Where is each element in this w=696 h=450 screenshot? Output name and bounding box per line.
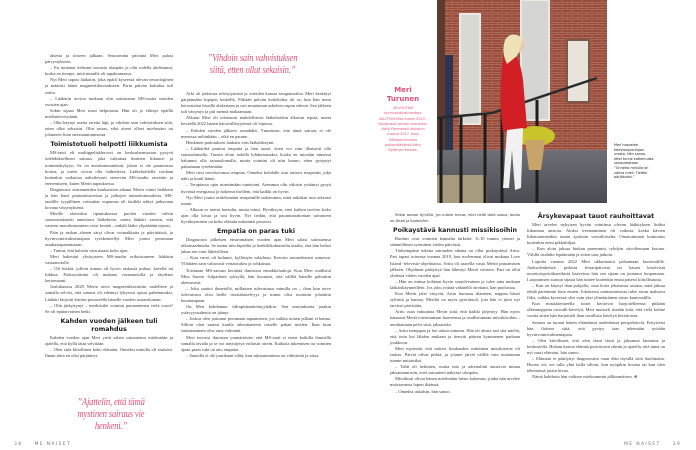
body-paragraph: Meri toivoisi ihmisten ymmärtävän, että MS-tauti ei etene kaikilla ihmisillä samalla tavalla ja se voi näyttäytyä erilaisin oirein. Kaikista tukemisen tai voimien ajaan paras tuki on aito empatia. (181, 334, 331, 352)
body-paragraph: – Kahden vuoden jälkeen romahdin. Ymmärsin, että tämä sairaus ei ole menossa mihinkään – eikä en parane. (181, 127, 331, 139)
body-paragraph: Henkinen pudotuksen laukaisi eräs lääkärikäynti. (186, 139, 275, 145)
body-paragraph: Rutiinit ovat voimien kannalta tärkeitä: 8–10 tunnin yöunet ja säännöllinen syöminen viiden päivässä. (390, 236, 520, 248)
portrait-photo (437, 0, 607, 203)
body-paragraph: – Olin järkyttynyt – merkitsikö vointini paraneminen vielä vuosi? Se oli epätoivoinen hetki. (45, 302, 173, 314)
body-paragraph: – Tahti oli hektinen, mutta into ja adrenaliini auttoivat minua jaksamaan niin, ettei sairauteni näkynyt ulospäin. (390, 364, 520, 376)
body-paragraph: – Oli hetkiä, jolloin minun oli hyvin raskasta puhua, kävellä tai liikkua. Poikaystäväni oli mukana vastaanotolla ja täydensi kertomaani. (45, 266, 173, 284)
page-number: 39 (672, 442, 682, 447)
body-paragraph: Nyt Meri joutui erittelemään terapeutille tarkemmin, mitä mikäkin asia oikeasti tuntui. (181, 194, 331, 206)
right-column-2 (527, 210, 665, 380)
body-paragraph: Nämä kahdesta hän valitsee mieluummin jälkimmäisen. ⊕ (532, 374, 638, 380)
body-paragraph: – Hän on minua kohtaan hyvin suojelevainen ja tulee aina mukaan lääkärikäynneilleni. Jos joku yrittää vähätellä oireitani, hän puolustaa. (390, 278, 520, 290)
body-paragraph: Diagnoosin jälkeisen ensimmäisen vuoden ajan Meri salasi sairautensa ulkomaailmalta. Se tuntui niin kipeältä ja henkilökohtaiselta asialta, että hän halusi jakaa sen vain läheisilleen. (181, 237, 331, 255)
body-paragraph: – Onneksi uskalsin, hän sanoo. (395, 388, 451, 394)
body-paragraph: MS-tauti eli multippeliskleroosi on keskushermoston pysyvä tulehduksellinen sairaus, joka vaikuttaa ihmisen liikunta- ja toimintakykyyn. Se on autoimmuunitauti, johon ei ole parantavaa hoitoa, ja oireet voivat olla vaihtelevia. Lääkehoidolla voidaan kuitenkin vaikuttaa aaltoilevasti etenevän MS-taudin oireisiin ja etenemiseen, kuten Merin tapauksessa. (45, 150, 173, 186)
body-paragraph: Arttu osaa vakuuttaa Merin siitä, että kaikki järjestyy. Hän myös kannusti Meriä toteuttamaan haaveensa ja osallistumaan missikisoihin – unohtamaan pelot siitä, jaksaisiko. (390, 309, 520, 327)
body-paragraph: Meri myöntää, että mitteri kuukauden mittainen missikiertue oli raskas. Päivät olivat pitkiä, ja yöunet jäivät välillä vain muutaman tunnin mittaisiksi. (390, 345, 520, 364)
body-paragraph: Kun Merin jalat väsyvät, Arttu huomaa tilanteen, nappaa hänet syliinsä ja kantaa. Meriltä on myös pyörätuoli, jota hän ei juuri nyt tarvitse päivittäin. (390, 291, 520, 309)
section-heading: Ärsykevapaat tauot rauhoittavat (537, 213, 655, 220)
body-paragraph: Lopulta vuonna 2022 Meri ukkuitautui palaamaan kuntosalille. Juoksulenkeistä, pitkistä festaripäivistä tai kauan kestävistä moottoripyöräkaretkistä haaveissa hän sen sijaan on joutunut luopumaan. Luopumisen suruun sijasta hän tuntee kuitenkin ensisijaisesti kiitollisuutta. (527, 258, 665, 282)
body-paragraph: Alkuun Meri oli odottanut mahdollisesti lääkehoidon alkavan tepsiä, mutta keväällä 2022 hänen kärsivällisyytensä oli lopussa. (181, 115, 331, 127)
body-paragraph: Missikisat olivat hänen mielestään hieno kokemus, jonka hän arvelee muistavansa lopun ikäänsä. (390, 376, 520, 388)
body-paragraph: Arki oli jatkuvaa selviytymistä ja oireiden kanssa tasapainoilua. Meri keskittyi pärjäämään kipujen keskellä. Pitkään päivän kohokohta oli se, kun hän meni kerrostalon hissillä alakertaan ja osti muutaman askeleen rapun edessä. Sen jälkeen tuli väsymys ja piti mennä makaamaan. (181, 91, 331, 115)
left-column-2 (181, 91, 331, 359)
body-paragraph: Sekin tuntuu hyvältä, jos toinen toteaa, ettei tiedä mitä sanoa, mutta on läsnä ja kuuntelee. (390, 212, 520, 224)
section-heading: Poikaystävä kannusti missikisoihin (392, 227, 518, 235)
photo-caption: Meri haavelee televisiojuontajan urasta. Hän sanoo, ettei tunne katkeruutta sairaudestaan. ”Onneksi minulla on vahva mieli. Tiedän pärjääväni.” (614, 143, 654, 180)
body-paragraph: – Terapiassa opin nimeämään tunteitani. Aiemmin olin väkisin yrittänyt pysyä hyvässä energiassa ja hokenut itselleni, että kaikki on hyvin. (181, 182, 331, 194)
body-paragraph: Tärkeimpänä tukena sairauden aikana on ollut poikaystävä Arttu. Pari tapasi toisensa vuonna 2019, kun molemmat olivat mukana Love Island -televisio-ohjelmassa. Arttu oli saarella vasta Merin putoamisen jälkeen. Ohjelman päätyttyä hän lähestyi Meriä viestein. Pari on ollut yhdessä viiden vuoden ajan. (390, 248, 520, 278)
body-paragraph: – Olin käynyt useita oireita läpi, ja vihdoin sain vahvistuksen siitä, etten ollut sekaisin. Olin sairas, eikä oireet olleet mielessäni tai johtuneet liian stressaantumisesta. (45, 120, 173, 138)
page-number: 38 (14, 442, 23, 447)
body-paragraph: Kun missikiertueella toiset kertoivat harjoitelleensa pitkään olkeanoppista catwalk-kävelyä, Meri muisteli itseään siitä, että vielä kolme vuotta sitten hän harjoitteli ihan tavallista kävelyä kotioloissa. (527, 301, 665, 319)
body-paragraph: Nyt Meri tapasi lääkärin, joka epäili kyseessä olevan neurologinen ja määräsi hänet magneettikuvaukseen. Parin päivän kuluttua tuli soitto. (45, 77, 173, 95)
body-paragraph: – Alkuun se tuntui hassulta, mutta toimi. Hyväksyin, ettei kaiken tarvitse koko ajan olla kivaa ja tosi hyvin. Nyt tiedän, että parantumattoman sairauteni hyväksyminen on koko elämän mittainen prosessi. (181, 206, 331, 224)
profile-box (378, 86, 428, 154)
pull-quote-bottom: ”Ajattelin, että tämä mystinen sairaus vie henkeni.” (77, 396, 145, 432)
body-paragraph: Sairaus on tuonut hänen elämäänsä uudenlaista perspektiiviä. Erityisesti hän iloitsee siitä, että pystyy taas tekemään työtään hyvinvointivalmentajana. (527, 319, 665, 337)
section-heading: Empatia on paras tuki (216, 228, 296, 236)
profile-name: Meri Turunen (386, 86, 420, 103)
body-paragraph: Joulukuussa 2020 Merin aivot magneettikuvattiin uudelleen ja samalla selvisi, että sairaus oli edennyt lyhyessä ajassa pahemmaksi. Lääkäri kirjoitti kävien perusteella hänelle vuoden sairausloman. (45, 284, 173, 302)
body-paragraph: Merille aloitettiin tipautuksessa puolen vuoden välein suonensisäisesti annettava lääkehoito, mutta lääkäri varoitti, että vasteen muodostuminen voisi kestää – mikäli lääke ylipäätään tepsisi. (45, 211, 173, 229)
magazine-name: ME NAISET (34, 442, 72, 447)
body-paragraph: Päin ja niskan alueen säryt olivat voimakkaita ja päivittäisiä, ja hyvinvointivalmentajana työskennellyt Meri joutui perumaan asiakastapaamisiaan. (45, 229, 173, 247)
body-paragraph: – Kun aloin jaksaa hiukan paremmin, ryhdyin siivoilemaan kotona. Välillä istahdin lepäämään ja sitten taas jatkoin. (527, 246, 665, 258)
right-column-1 (390, 212, 520, 395)
body-paragraph: – Lääkärin arvion mukaan olin sairastanut MS-tautia useiden vuosien ajan. (45, 95, 173, 107)
profile-bio: 28-VUOTIAS hyvinvointivalmentaja. VALITTIIN Miss Suomi 2014 -kilpailussa yleisön suosikiksi. Voitti Fitnesmalli-kilpailun vuonna 2017. Asuu Hämeenlinnassa poikaystävänsä Arttu Nybergin kanssa. (378, 106, 428, 153)
body-paragraph: – En tuntenut kehoani navasta alaspäin ja olin todella ahdistunut, koska en tiennyt, mitä minulle oli tapahtumassa. (45, 65, 173, 77)
left-footer (14, 442, 71, 448)
body-paragraph: – Arttu tsemppaa ja luo uskoa minuun. Hän oli alusta asti sitä mieltä, että totta kai lähden mukaan ja tienytti pääsen kymmenen parhaan joukkoon. (390, 327, 520, 345)
body-paragraph: – Joskus olen joutunut perumaan tapaamisen, jos vaikka toinen jalkani ei kanna. Silloin olen saanut kuulla aiheuttaneeni toiselle pahan mielen. Ikan kuin sairastaminen olisi oma valintani. (181, 316, 331, 334)
body-paragraph: Meri tiesi tarvitsevansa terapiaa. Onneksi kohdalle osui taitava terapeutti, joka näki ja kuuli hänet. (181, 170, 331, 182)
body-paragraph: Meri hakeutui yksityiseen MS-taudin erikoistuneen lääkärin vastaanotolle. (45, 253, 173, 265)
body-paragraph: – Olen siitä kiitollinen koko elämäni. Onneksi minulla oli sisäsöni. Ilman niitä en olisi pärjännyt. (45, 347, 173, 359)
left-column-1 (45, 53, 173, 359)
body-paragraph: – Kun vuosi oli kulunut, kyllästyin salailuun. Kerroin sairaudestani somessa. Yllättäen sain valtavasti vertaistukea ja rohkaisua. (181, 255, 331, 267)
pull-quote-top: ”Vihdoin sain vahvistuksen siitä, etten ollut sekaisin.” (207, 52, 298, 76)
body-paragraph: Toisinaan MS-sairaus herättää ihmisissä ennakkoluuloja. Kun Meri osallistui Miss Suomi -kilpailuun syksyllä, hän huomasi, että väliltä hänelle puhuttiin alentuvasti. (181, 267, 331, 285)
body-paragraph: – Kun on käynyt ihan pohjalla, osaa iloita jokaisesta asiasta, mitä jaksaa tehdä paremmin kuin ennen. Jokaisesta onnistumisesta tulee aivan mahtava fiilis, vaikka kyseessä olisi vain yksi ylimääräinen toisto kuntosalilla. (527, 282, 665, 301)
magazine-name: ME NAISET (624, 442, 661, 447)
body-paragraph: – Sanoilla ei ole juurikaan väliä, kun suhtautuminen on välittävää ja aitoa. (186, 352, 320, 358)
body-paragraph: Meri arvelee nykyisen hyvän vointinsa olevan lääkityksen lisäksi liikunnan ansiota. Aluksi treenaaminen oli vaikeaa, koska kävien liikuttaminenkin tuntui ajoittain vaivalloiselta. Omatoiminen kuntoutus kuitenkin eteni pikkuhiljaa. (527, 222, 665, 246)
body-paragraph: – Lääkäriltä puuttui empatia ja hän sanoi, etten voi vain ilkaisesti olla sairauslomalla. Tunsin oloni todella lohduttomaksi, koska en missään nimessä halunnut olla sairauslomalla, mutta vointini oli niin huono, etten pystynyt palaamaan työelämään. (181, 145, 331, 170)
body-paragraph: Diagnoosia seuranneiden kuukausien aikana Merin vointi heikkeni ja hän kärsi puutumisoireista ja jalkojen tunnottomuudesta. MS-taudille tyypillinen voimakas uupumus eli fatiikki näkyi jatkuvana kovana väsymyksenä. (45, 186, 173, 211)
section-heading: Toimistotuoli helpotti liikkumista (50, 141, 168, 149)
body-paragraph: Sokin sijaan Meri tunsi helpotusta. Hän oli jo ehtinyt epäillä mielenterveyttään. (45, 107, 173, 119)
right-footer (624, 442, 681, 448)
body-paragraph: Kahden vuoden ajan Meri yritti salata sairautensa mielestään ja ajatella, että kyllä tästä selvitään. (45, 334, 173, 346)
body-paragraph: – Olen kiitollinen, että olen tässä tässä ja jaksamat lattautua ja keskustella. Haluan katsoa elämää positiivisin silmin ja ajatella, että tämä on nyt suuri elämäni, hän sanoo. (527, 337, 665, 355)
body-paragraph: – Elämäni ei päättynyt diagnoosiini vaan elän täysillä siitä huolimatta. Huono olo voi tulla yhtä lailla silloin, kun nyöpikin kotona tai kun olen tekemässä jotain kivaa. (527, 356, 665, 374)
body-paragraph: – Joku saattoi ihmetellä, millainen tulevaisuus minulla on – ihan kun terve tulevaisuus olisi heille itsestäänselvyys ja minut olisi tuomittu johonkin huonompaan. (181, 285, 331, 303)
section-heading: Kahden vuoden jälkeen tuli romahdus (60, 317, 158, 333)
body-paragraph: – Tuntui, että halusin vain maata koko ajan. (50, 247, 129, 253)
body-paragraph: aluetta ja toiseen jalkaan. Seuraavana päivänä Meri palasi päivystykseen. (45, 53, 173, 65)
body-paragraph: On Meri kohdannut välinpitämättömyyttäkin. Sen seurauksena jotakin ystävyyssuhteita on jäänyt. (181, 304, 331, 316)
